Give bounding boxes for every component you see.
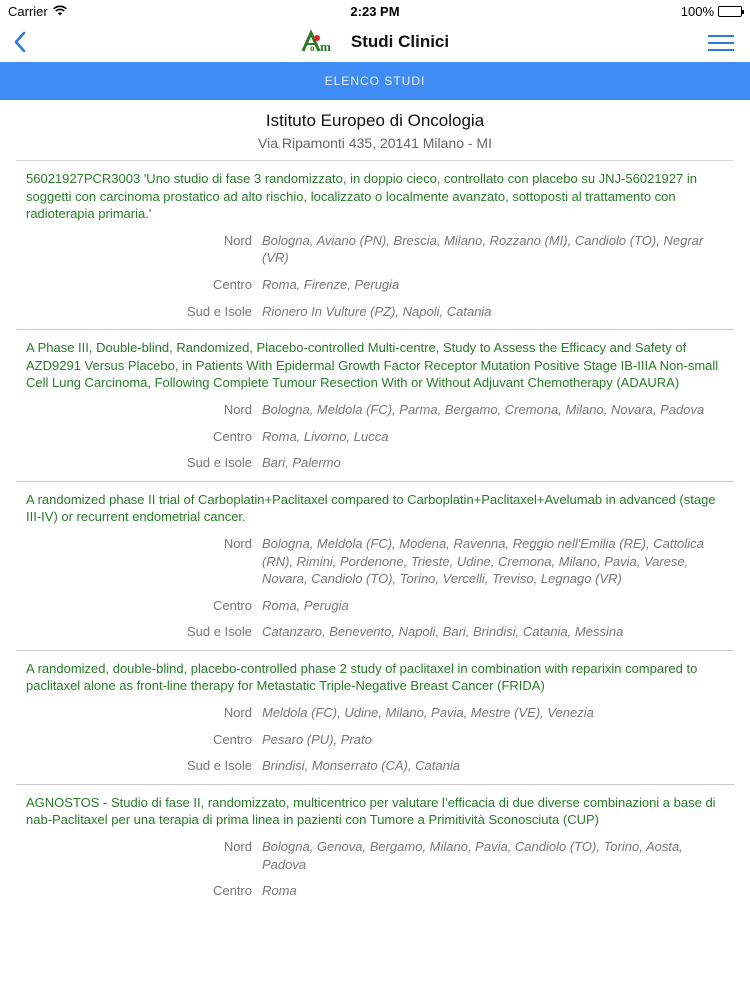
region-label: Nord: [223, 839, 252, 855]
menu-line: [708, 35, 734, 37]
region-label: Sud e Isole: [186, 758, 252, 774]
region-row: [26, 428, 724, 446]
aiom-logo: [301, 29, 343, 55]
institute-header: [0, 100, 750, 151]
back-button[interactable]: [6, 28, 34, 56]
chevron-left-icon: [13, 31, 27, 53]
region-row: [26, 303, 724, 321]
region-row: [26, 401, 724, 419]
nav-title-wrap: [301, 29, 449, 55]
region-row: [26, 704, 724, 722]
menu-line: [708, 49, 734, 51]
region-cities: Bologna, Genova, Bergamo, Milano, Pavia, Candiolo (TO), Torino, Aosta, Padova: [262, 839, 683, 872]
region-label: Sud e Isole: [186, 624, 252, 640]
carrier-label: Carrier: [8, 3, 48, 19]
battery-percent: 100%: [680, 3, 714, 19]
study-item[interactable]: [16, 481, 734, 650]
region-label: Centro: [212, 428, 252, 444]
study-title: A randomized, double-blind, placebo-controlled phase 2 study of paclitaxel in combination with reparixin compared to paclitaxel alone as front-line therapy for Metastatic Triple-Negative Breast Cancer (FRIDA): [26, 660, 698, 694]
study-item[interactable]: [16, 160, 734, 329]
study-item[interactable]: [16, 329, 734, 481]
region-label: Centro: [212, 276, 252, 292]
region-cities: Bologna, Meldola (FC), Parma, Bergamo, Cremona, Milano, Novara, Padova: [262, 401, 705, 417]
menu-button[interactable]: [708, 32, 734, 52]
region-row: [26, 535, 724, 588]
region-row: [26, 276, 724, 294]
region-row: [26, 757, 724, 775]
region-row: [26, 623, 724, 641]
menu-line: [708, 42, 734, 44]
svg-text:o: o: [309, 43, 315, 53]
study-title: 56021927PCR3003 'Uno studio di fase 3 randomizzato, in doppio cieco, controllato con placebo su JNJ-56021927 in soggetti con carcinoma prostatico ad alto rischio, localizzato o localmente avanzato, sottoposti al trattamento con radioterapia primaria.': [26, 171, 697, 222]
svg-text:m: m: [319, 39, 331, 54]
region-cities: Roma: [262, 883, 297, 899]
status-bar: [0, 0, 750, 22]
region-label: Nord: [223, 232, 252, 248]
region-cities: Roma, Perugia: [262, 597, 349, 613]
nav-bar: [0, 22, 750, 62]
region-label: Nord: [223, 705, 252, 721]
region-cities: Bari, Palermo: [262, 455, 341, 471]
region-cities: Brindisi, Monserrato (CA), Catania: [262, 758, 460, 774]
region-cities: Pesaro (PU), Prato: [262, 731, 372, 747]
study-item[interactable]: [16, 784, 734, 909]
region-label: Centro: [212, 731, 252, 747]
institute-address: Via Ripamonti 435, 20141 Milano - MI: [258, 135, 492, 151]
study-list: [16, 160, 734, 909]
region-row: [26, 731, 724, 749]
region-row: [26, 454, 724, 472]
region-row: [26, 838, 724, 873]
region-cities: Bologna, Aviano (PN), Brescia, Milano, Rozzano (MI), Candiolo (TO), Negrar (VR): [262, 232, 704, 266]
region-cities: Meldola (FC), Udine, Milano, Pavia, Mestre (VE), Venezia: [262, 705, 594, 721]
study-title: A randomized phase II trial of Carboplatin+Paclitaxel compared to Carboplatin+Paclitaxel+Avelumab in advanced (stage III-IV) or recurrent endometrial cancer.: [26, 491, 716, 525]
battery-icon: [718, 6, 742, 17]
status-left: [8, 4, 67, 19]
region-label: Sud e Isole: [186, 303, 252, 319]
page-title: Studi Clinici: [350, 32, 450, 51]
region-label: Nord: [223, 535, 252, 551]
status-time: 2:23 PM: [350, 3, 400, 19]
section-bar-label: ELENCO STUDI: [324, 74, 426, 88]
region-cities: Catanzaro, Benevento, Napoli, Bari, Brindisi, Catania, Messina: [262, 624, 624, 640]
region-cities: Bologna, Meldola (FC), Modena, Ravenna, Reggio nell'Emilia (RE), Cattolica (RN), Rimini, Pordenone, Trieste, Udine, Cremona, Milano, Pavia, Varese, Novara, Candiolo (TO), Torino, Vercelli, Treviso, Legnago (VR): [262, 535, 704, 587]
region-row: [26, 597, 724, 615]
study-title: A Phase III, Double-blind, Randomized, Placebo-controlled Multi-centre, Study to Assess the Efficacy and Safety of AZD9291 Versus Placebo, in Patients With Epidermal Growth Factor Receptor Mutation Positive Stage IB-IIIA Non-small Cell Lung Carcinoma, Following Complete Tumour Resection With or Without Adjuvant Chemotherapy (ADAURA): [26, 340, 719, 391]
institute-name: Istituto Europeo di Oncologia: [265, 111, 485, 130]
section-bar[interactable]: [0, 62, 750, 100]
region-label: Sud e Isole: [186, 455, 252, 471]
region-cities: Roma, Firenze, Perugia: [262, 276, 400, 292]
region-cities: Rionero In Vulture (PZ), Napoli, Catania: [262, 303, 492, 319]
status-right: [681, 4, 742, 19]
region-label: Nord: [223, 401, 252, 417]
study-item[interactable]: [16, 650, 734, 784]
wifi-icon: [53, 4, 67, 19]
study-title: AGNOSTOS - Studio di fase II, randomizzato, multicentrico per valutare l’efficacia di due diverse combinazioni a base di nab-Paclitaxel per una terapia di prima linea in pazienti con Tumore a Primitività Sconosciuta (CUP): [26, 794, 716, 828]
region-label: Centro: [212, 883, 252, 899]
region-row: [26, 232, 724, 267]
region-cities: Roma, Livorno, Lucca: [262, 428, 389, 444]
region-row: [26, 882, 724, 900]
region-label: Centro: [212, 597, 252, 613]
